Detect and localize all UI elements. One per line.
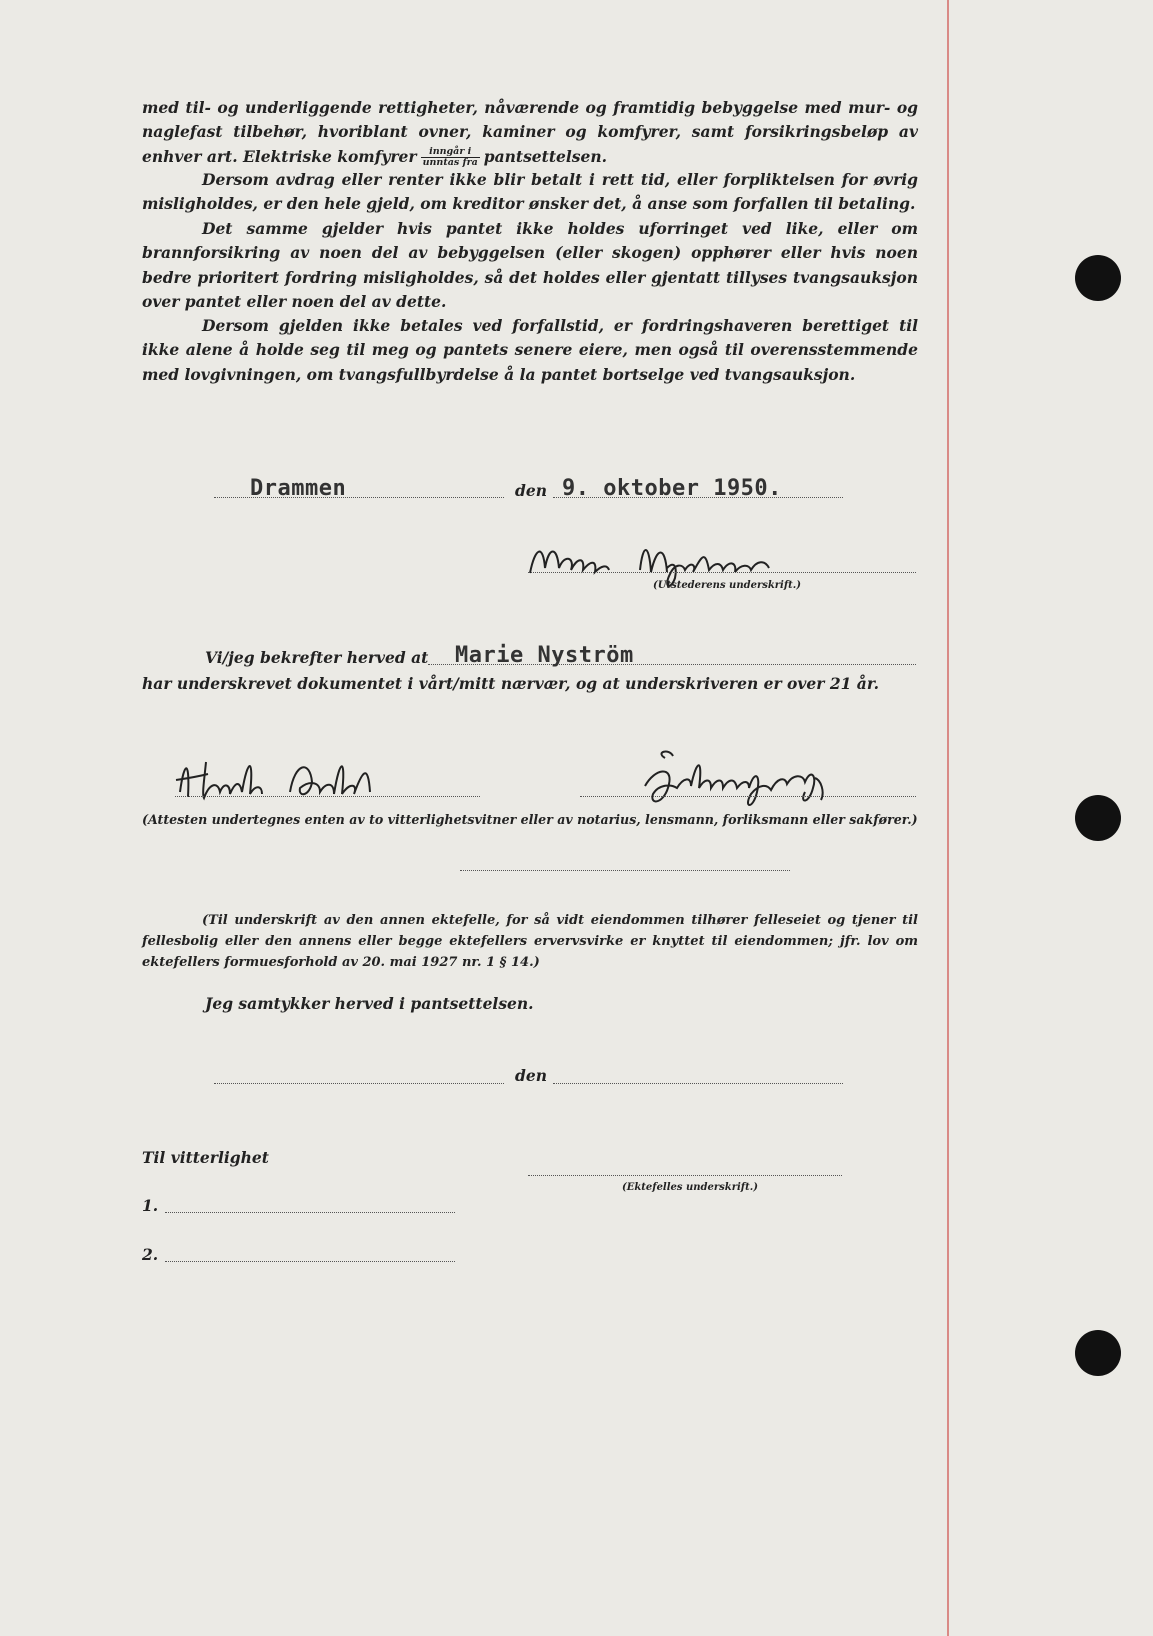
date-value: 9. oktober 1950. (562, 476, 782, 501)
extra-signature-line (460, 870, 790, 871)
body-paragraph-3: Det samme gjelder hvis pantet ikke holdes uforringet ved like, eller om brannforsikring av noen del av bebyggelsen (eller skogen) opphører eller hvis noen bedre prioritert fordring misligholdes, så det holdes eller gjentatt tillyses tvangsauksjon over pantet eller noen del av dette. (142, 219, 918, 311)
witness-number-2: 2. (142, 1245, 159, 1264)
witness-line-1 (175, 796, 480, 797)
consent-den-label: den (515, 1066, 547, 1085)
stove-fraction: $\frac{\text{inngår i}}{\text{unntas fra}}$ (422, 146, 478, 169)
spouse-signature-line (528, 1175, 842, 1176)
attest-caption: (Attesten undertegnes enten av to vitterlighetsvitner eller av notarius, lensmann, forliksmann eller sakfører.) (142, 812, 918, 827)
witness-1-line (165, 1212, 455, 1213)
consent-place-line (214, 1083, 504, 1084)
punch-hole (1075, 795, 1121, 841)
spouse-note: (Til underskrift av den annen ektefelle, for så vidt eiendommen tilhører felleseiet og tjener til fellesbolig eller den annens eller begge ektefellers ervervsvirke er knyttet til eiendommen; jfr. lov om ektefellers formuesforhold av 20. mai 1927 nr. 1 § 14.) (142, 913, 918, 970)
consent-date-line (553, 1083, 843, 1084)
confirmation-line-2: har underskrevet dokumentet i vårt/mitt nærvær, og at underskriveren er over 21 år. (142, 674, 879, 693)
witness-number-1: 1. (142, 1196, 159, 1215)
issuer-signature-line (528, 572, 916, 573)
confirmation-prefix: Vi/jeg bekrefter herved at (205, 648, 429, 667)
issuer-caption: (Utstederens underskrift.) (653, 580, 801, 591)
witness-2-line (165, 1261, 455, 1262)
consent-text: Jeg samtykker herved i pantsettelsen. (205, 994, 534, 1013)
place-value: Drammen (250, 476, 347, 501)
witness-title: Til vitterlighet (142, 1148, 269, 1167)
witness-line-2 (580, 796, 916, 797)
witness-signature-2 (625, 748, 885, 818)
body-paragraph-1: med til- og underliggende rettigheter, nåværende og framtidig bebyggelse med mur- og naglefast tilbehør, hvoriblant ovner, kaminer og komfyrer, samt forsikringsbeløp av enhver art. Elektriske komfyrer $\frac{\text{inngår i}}{\text{unntas fra}}$ pantsettelsen. (142, 98, 918, 169)
witness-signature-1 (170, 752, 430, 812)
body-paragraph-4: Dersom gjelden ikke betales ved forfallstid, er fordringshaveren berettiget til ikke alene å holde seg til meg og pantets senere eiere, men også til overensstemmende med lovgivningen, om tvangsfullbyrdelse å la pantet bortselge ved tvangsauksjon. (142, 316, 918, 384)
body-paragraph-2: Dersom avdrag eller renter ikke blir betalt i rett tid, eller forpliktelsen for øvrig misligholdes, er den hele gjeld, om kreditor ønsker det, å anse som forfallen til betaling. (142, 170, 918, 214)
red-margin-line (947, 0, 949, 1636)
spouse-signature-caption: (Ektefelles underskrift.) (622, 1182, 758, 1193)
confirmation-name: Marie Nyström (455, 643, 634, 668)
punch-hole (1075, 255, 1121, 301)
punch-hole (1075, 1330, 1121, 1376)
date-den-label: den (515, 481, 547, 500)
